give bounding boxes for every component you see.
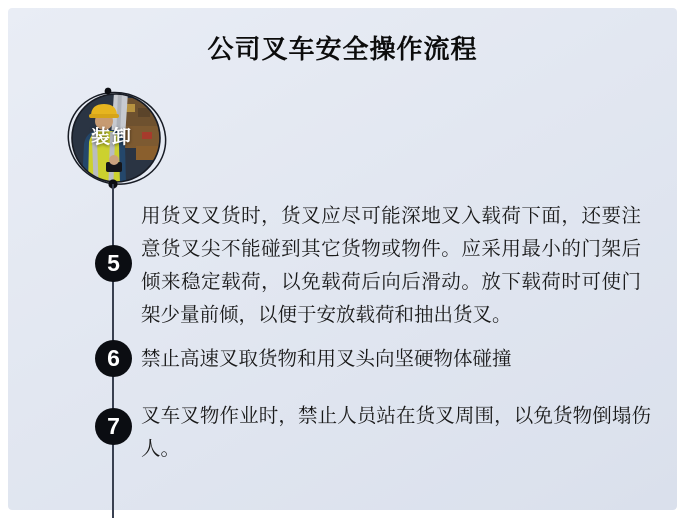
step-text: 禁止高速叉取货物和用叉头向坚硬物体碰撞	[141, 348, 512, 370]
step-text: 用货叉叉货时，货叉应尽可能深地叉入载荷下面，还要注意货叉尖不能碰到其它货物或物件。应采用最小的门架后倾来稳定载荷，以免载荷后向后滑动。放下载荷时可使门架少量前倾，以便于安放载荷和抽出货叉。	[141, 205, 641, 326]
step-number: 5	[107, 250, 120, 276]
orbit-dot-top	[105, 88, 112, 95]
step-number-badge	[95, 245, 132, 282]
step-number: 6	[107, 345, 120, 371]
page-title: 公司叉车安全操作流程	[207, 34, 478, 64]
stage-label: 装卸	[91, 127, 134, 148]
step-text: 叉车叉物作业时，禁止人员站在货叉周围，以免货物倒塌伤人。	[141, 405, 651, 460]
slide-canvas	[8, 8, 677, 510]
step-number-badge	[95, 340, 132, 377]
step-number-badge	[95, 408, 132, 445]
step-number: 7	[107, 413, 120, 439]
